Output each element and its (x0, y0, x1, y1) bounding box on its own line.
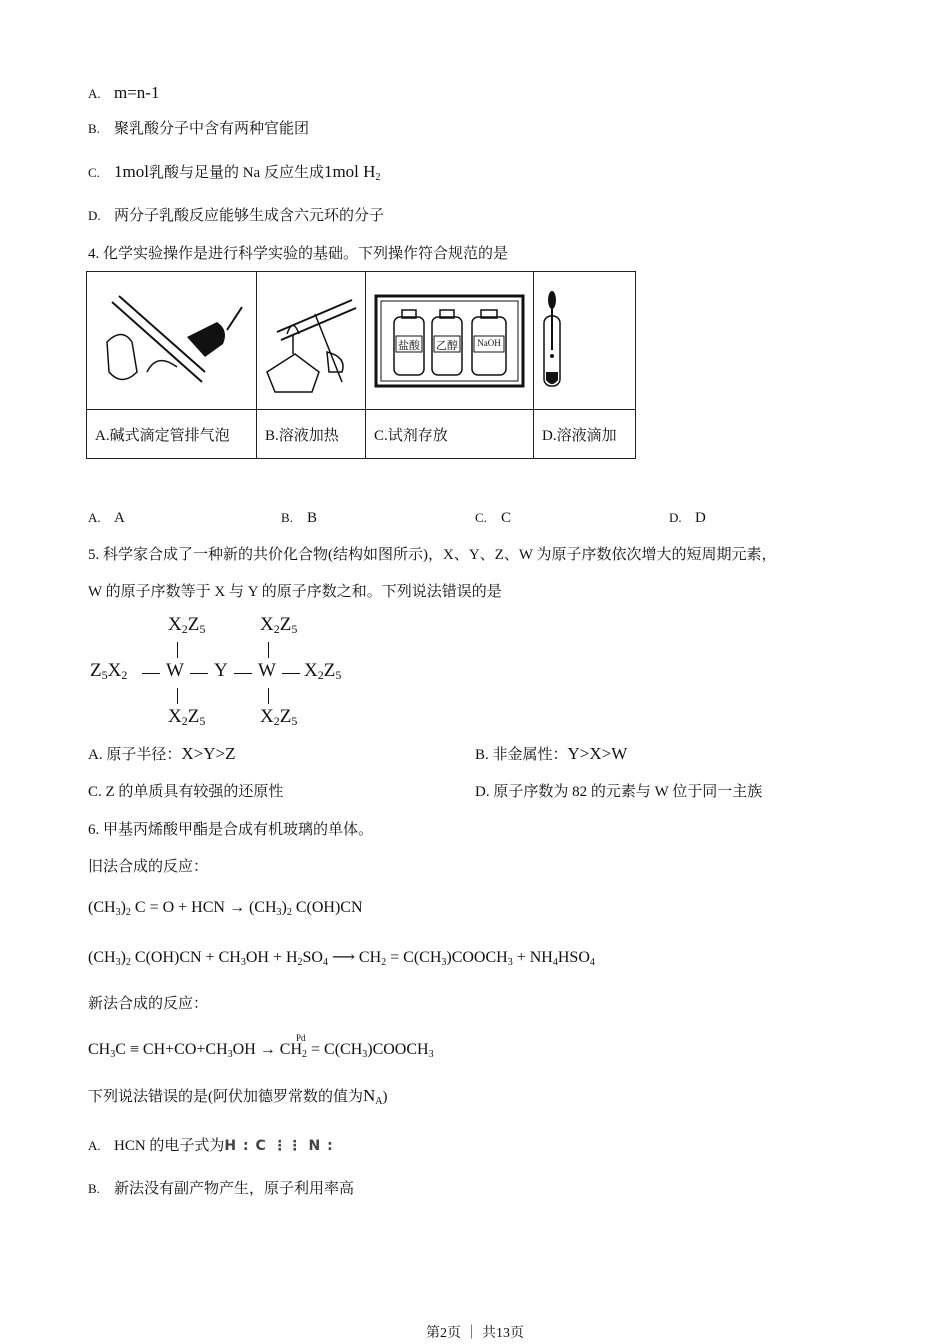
q5-option-d (475, 782, 762, 802)
bottle-label-hcl: 盐酸 (398, 340, 420, 352)
caption-b: B.溶液加热 (257, 410, 366, 459)
group-bottom-right: $X_2Z_5$ (260, 706, 298, 728)
option-letter: A. (88, 86, 101, 101)
option-text-post: 1mol H (323, 162, 376, 181)
atom-w-right: W (258, 660, 276, 681)
option-letter: C. (475, 510, 487, 525)
page-footer: 第2页 ｜ 共13页 (426, 1326, 524, 1341)
option-letter: A. (88, 1138, 101, 1153)
q6-stem: 6. 甲基丙烯酸甲酯是合成有机玻璃的单体。 (88, 822, 374, 838)
option-formula: X>Y>Z (181, 744, 236, 763)
caption-a: A.碱式滴定管排气泡 (87, 410, 257, 459)
caption-d: D.溶液滴加 (534, 410, 636, 459)
atom-y: Y (214, 660, 228, 681)
dropper-illustration (534, 272, 635, 409)
bottle-label-naoh: NaOH (477, 338, 501, 348)
q6-ask (88, 1086, 388, 1112)
q3-option-c (88, 162, 380, 188)
q6-old-label: 旧法合成的反应： (88, 859, 209, 875)
option-label: D. 原子序数为 82 的元素与 W 位于同一主族 (475, 784, 763, 800)
option-text-pre: 1mol (114, 162, 149, 181)
na-symbol: N (363, 1086, 376, 1105)
na-subscript: A (375, 1096, 383, 1107)
q5-option-c (88, 782, 283, 802)
catalyst-label: Pd (296, 1033, 306, 1043)
equation-old-1: $(CH_3)_2$ C = O + HCN → $(CH_3)_2$ C(OH)CN (88, 899, 363, 918)
option-text: 聚乳酸分子中含有两种官能团 (114, 121, 310, 137)
q6-option-a (88, 1136, 334, 1156)
option-text: D (695, 510, 706, 526)
q3-option-b (88, 119, 309, 139)
option-letter: C. (88, 165, 100, 180)
ask-text: 下列说法错误的是(阿伏加德罗常数的值为 (88, 1089, 363, 1105)
option-label: A. 原子半径： (88, 747, 182, 763)
hcn-electron-formula: H : C ⋮⋮ N : (224, 1138, 334, 1154)
option-letter: D. (88, 208, 101, 223)
atom-w-left: W (166, 660, 184, 681)
option-text: 新法没有副产物产生，原子利用率高 (114, 1181, 355, 1197)
caption-c: C.试剂存放 (366, 410, 534, 459)
equation-new: $CH_3C \equiv CH+CO+CH_3OH \to CH_2$ = $C(CH_3)COOCH_3$ (88, 1041, 434, 1060)
q6-new-label: 新法合成的反应： (88, 996, 209, 1012)
option-letter: B. (281, 510, 293, 525)
option-text-mid: 乳酸与足量的 Na 反应生成 (148, 165, 324, 181)
option-text: HCN 的电子式为 (114, 1138, 225, 1154)
q4-option-d (669, 508, 706, 528)
q3-option-d (88, 206, 384, 226)
option-text: A (114, 510, 125, 526)
q4-stem: 4. 化学实验操作是进行科学实验的基础。下列操作符合规范的是 (88, 246, 509, 262)
burette-illustration (87, 272, 256, 409)
option-label: C. Z 的单质具有较强的还原性 (88, 784, 284, 800)
figure-cell-b (257, 272, 366, 410)
bottle-label-ethanol: 乙醇 (436, 340, 458, 352)
q6-option-b (88, 1179, 354, 1199)
option-label: B. 非金属性： (475, 747, 568, 763)
figure-cell-d (534, 272, 636, 410)
q4-figure-table (86, 271, 636, 459)
option-text: m=n-1 (114, 83, 160, 102)
q5-option-b (475, 744, 627, 765)
q5-option-a (88, 744, 235, 765)
subscript: 2 (375, 172, 381, 183)
heating-illustration (257, 272, 365, 409)
q4-option-c (475, 508, 511, 528)
figure-cell-c (366, 272, 534, 410)
option-text: C (501, 510, 512, 526)
q5-stem-line2: W 的原子序数等于 X 与 Y 的原子序数之和。下列说法错误的是 (88, 584, 502, 600)
option-letter: B. (88, 121, 100, 136)
group-top-left: $X_2Z_5$ (168, 614, 206, 636)
option-formula: Y>X>W (567, 744, 628, 763)
figure-cell-a (87, 272, 257, 410)
q4-option-a (88, 508, 125, 528)
option-letter: D. (669, 510, 682, 525)
option-text: 两分子乳酸反应能够生成含六元环的分子 (114, 208, 385, 224)
q5-stem-line1: 5. 科学家合成了一种新的共价化合物(结构如图所示)，X、Y、Z、W 为原子序数依次增大的短周期元素， (88, 547, 777, 563)
molecule-structure (88, 612, 368, 737)
q3-option-a (88, 83, 159, 104)
option-letter: A. (88, 510, 101, 525)
group-top-right: $X_2Z_5$ (260, 614, 298, 636)
option-text: B (307, 510, 318, 526)
q4-option-b (281, 508, 317, 528)
option-letter: B. (88, 1181, 100, 1196)
equation-old-2: $(CH_3)_2$ $C(OH)CN + CH_3OH + H_2SO_4$ ⟶ $CH_2$ = $C(CH_3)COOCH_3 + NH_4HSO_4$ (88, 949, 595, 968)
ask-end: ) (382, 1089, 388, 1105)
group-bottom-left: $X_2Z_5$ (168, 706, 206, 728)
group-left: $Z_5X_2$ (90, 660, 128, 682)
group-right: $X_2Z_5$ (304, 660, 342, 682)
